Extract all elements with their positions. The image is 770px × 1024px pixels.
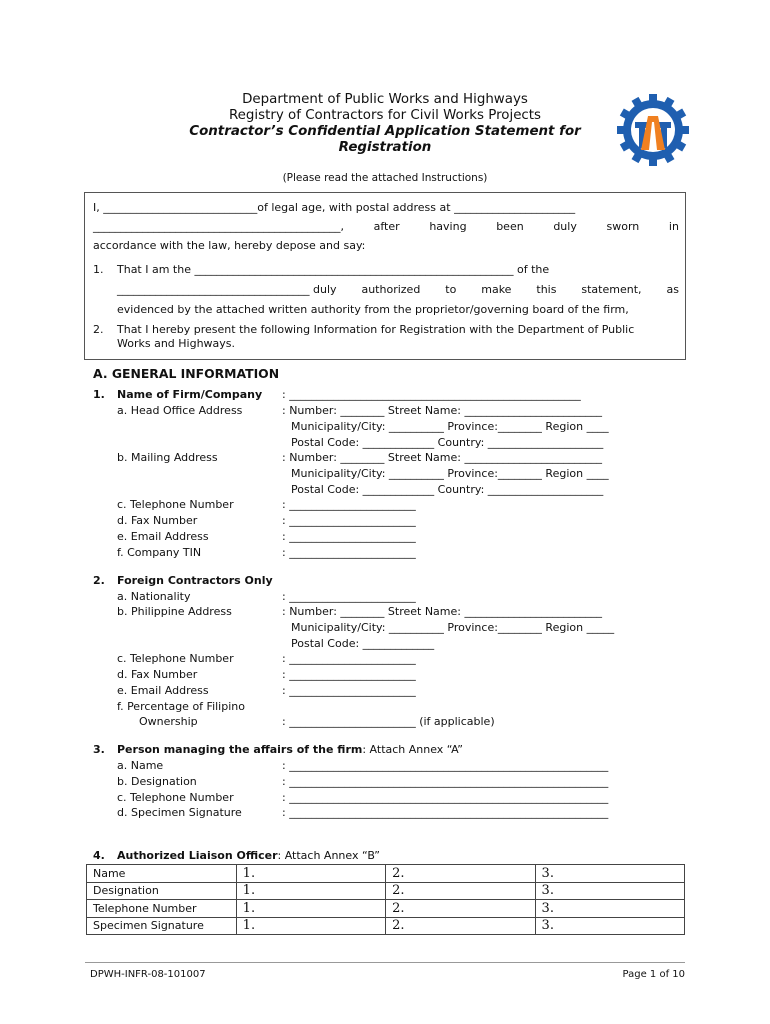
oath-word: this bbox=[536, 283, 557, 296]
head-office-field[interactable]: Postal Code: _____________ Country: _____________________ bbox=[291, 436, 604, 449]
footer-divider bbox=[85, 962, 685, 963]
subsection-title: Person managing the affairs of the firm bbox=[117, 743, 363, 756]
row-label: Specimen Signature bbox=[87, 917, 237, 935]
mailing-address-field[interactable]: Municipality/City: __________ Province:________ Region ____ bbox=[291, 467, 609, 480]
item-number: 1. bbox=[93, 263, 104, 276]
telephone-field[interactable]: : _______________________ bbox=[282, 498, 416, 511]
oath-line-2 bbox=[93, 220, 679, 233]
subsection-number: 2. bbox=[93, 574, 105, 587]
ph-address-field[interactable]: Postal Code: _____________ bbox=[291, 637, 435, 650]
table-row bbox=[87, 865, 685, 883]
instructions-note: (Please read the attached Instructions) bbox=[282, 172, 488, 184]
fax-label: d. Fax Number bbox=[117, 514, 198, 527]
mailing-address-field[interactable]: : Number: ________ Street Name: _________________________ bbox=[282, 451, 602, 464]
oath-box bbox=[84, 192, 686, 360]
oath-line-1: I, ____________________________of legal age, with postal address at ______________________ bbox=[93, 201, 576, 214]
head-office-field[interactable]: Municipality/City: __________ Province:________ Region ____ bbox=[291, 420, 609, 433]
mailing-address-field[interactable]: Postal Code: _____________ Country: _____________________ bbox=[291, 483, 604, 496]
nationality-field[interactable]: : _______________________ bbox=[282, 590, 416, 603]
ph-address-field[interactable]: : Number: ________ Street Name: _________________________ bbox=[282, 605, 602, 618]
item-text: That I hereby present the following Information for Registration with the Department of Public bbox=[117, 323, 635, 336]
foreign-telephone-label: c. Telephone Number bbox=[117, 652, 234, 665]
subsection-number: 3. bbox=[93, 743, 105, 756]
foreign-email-field[interactable]: : _______________________ bbox=[282, 684, 416, 697]
table-cell[interactable]: 2. bbox=[386, 900, 535, 918]
manager-signature-label: d. Specimen Signature bbox=[117, 806, 242, 819]
manager-name-field[interactable]: : __________________________________________________________ bbox=[282, 759, 609, 772]
oath-item-1-line-3: evidenced by the attached written authority from the proprietor/governing board of the firm, bbox=[117, 303, 629, 316]
form-code: DPWH-INFR-08-101007 bbox=[90, 969, 206, 980]
manager-telephone-field[interactable]: : __________________________________________________________ bbox=[282, 791, 609, 804]
department-title: Department of Public Works and Highways bbox=[242, 92, 528, 107]
table-cell[interactable]: 3. bbox=[535, 882, 684, 900]
subsection-title: Name of Firm/Company bbox=[117, 388, 263, 401]
subsection-3 bbox=[93, 743, 463, 756]
table-cell[interactable]: 1. bbox=[236, 865, 385, 883]
oath-word: make bbox=[481, 283, 512, 296]
table-cell[interactable]: 3. bbox=[535, 865, 684, 883]
manager-designation-field[interactable]: : __________________________________________________________ bbox=[282, 775, 609, 788]
oath-item-2-line-2: Works and Highways. bbox=[117, 337, 236, 350]
foreign-fax-field[interactable]: : _______________________ bbox=[282, 668, 416, 681]
table-row bbox=[87, 917, 685, 935]
oath-word: having bbox=[429, 220, 467, 233]
firm-name-field[interactable]: : _____________________________________________________ bbox=[282, 388, 581, 401]
foreign-fax-label: d. Fax Number bbox=[117, 668, 198, 681]
table-row bbox=[87, 900, 685, 918]
annex-note: : Attach Annex “B” bbox=[277, 849, 380, 862]
oath-word: after bbox=[373, 220, 400, 233]
form-title-cont: Registration bbox=[338, 140, 432, 155]
ph-address-field[interactable]: Municipality/City: __________ Province:________ Region _____ bbox=[291, 621, 615, 634]
tin-label: f. Company TIN bbox=[117, 546, 202, 559]
registry-title: Registry of Contractors for Civil Works Projects bbox=[228, 108, 542, 123]
oath-word: been bbox=[496, 220, 524, 233]
oath-item-1 bbox=[93, 263, 679, 276]
document-header bbox=[85, 92, 685, 156]
oath-line-3: accordance with the law, hereby depose and say: bbox=[93, 239, 366, 252]
fax-field[interactable]: : _______________________ bbox=[282, 514, 416, 527]
ph-address-label: b. Philippine Address bbox=[117, 605, 232, 618]
manager-telephone-label: c. Telephone Number bbox=[117, 791, 234, 804]
table-cell[interactable]: 2. bbox=[386, 865, 535, 883]
table-cell[interactable]: 2. bbox=[386, 917, 535, 935]
oath-word: in bbox=[668, 220, 679, 233]
foreign-telephone-field[interactable]: : _______________________ bbox=[282, 652, 416, 665]
page-number: Page 1 of 10 bbox=[622, 969, 685, 980]
table-cell[interactable]: 1. bbox=[236, 917, 385, 935]
manager-signature-field[interactable]: : __________________________________________________________ bbox=[282, 806, 609, 819]
oath-word: authorized bbox=[361, 283, 421, 296]
form-title: Contractor’s Confidential Application Statement for bbox=[189, 124, 581, 139]
table-cell[interactable]: 2. bbox=[386, 882, 535, 900]
table-row bbox=[87, 882, 685, 900]
email-field[interactable]: : _______________________ bbox=[282, 530, 416, 543]
table-cell[interactable]: 3. bbox=[535, 917, 684, 935]
table-cell[interactable]: 1. bbox=[236, 900, 385, 918]
filipino-ownership-label: f. Percentage of Filipino bbox=[117, 700, 245, 713]
table-cell[interactable]: 3. bbox=[535, 900, 684, 918]
subsection-title: Authorized Liaison Officer bbox=[117, 849, 278, 862]
oath-word: sworn bbox=[606, 220, 640, 233]
nationality-label: a. Nationality bbox=[117, 590, 191, 603]
tin-field[interactable]: : _______________________ bbox=[282, 546, 416, 559]
oath-item-1-line-2 bbox=[117, 283, 679, 296]
mailing-address-label: b. Mailing Address bbox=[117, 451, 218, 464]
subsection-number: 1. bbox=[93, 388, 105, 401]
oath-word: statement, bbox=[581, 283, 642, 296]
oath-item-2 bbox=[93, 323, 679, 336]
item-text: That I am the __________________________________________________________ of the bbox=[117, 263, 550, 276]
row-label: Name bbox=[87, 865, 237, 883]
item-number: 2. bbox=[93, 323, 104, 336]
liaison-officer-table bbox=[86, 864, 685, 935]
subsection-2 bbox=[93, 574, 273, 587]
dpwh-logo bbox=[615, 92, 691, 168]
oath-word: _____________________________________________, bbox=[93, 220, 344, 233]
table-cell[interactable]: 1. bbox=[236, 882, 385, 900]
row-label: Telephone Number bbox=[87, 900, 237, 918]
manager-name-label: a. Name bbox=[117, 759, 164, 772]
head-office-field[interactable]: : Number: ________ Street Name: _________________________ bbox=[282, 404, 602, 417]
filipino-ownership-field[interactable]: : _______________________ (if applicable) bbox=[282, 715, 495, 728]
annex-note: : Attach Annex “A” bbox=[362, 743, 463, 756]
subsection-number: 4. bbox=[93, 849, 105, 862]
foreign-email-label: e. Email Address bbox=[117, 684, 209, 697]
row-label: Designation bbox=[87, 882, 237, 900]
email-label: e. Email Address bbox=[117, 530, 209, 543]
subsection-1 bbox=[93, 388, 263, 401]
oath-word: as bbox=[666, 283, 679, 296]
oath-word: duly bbox=[553, 220, 577, 233]
head-office-label: a. Head Office Address bbox=[117, 404, 243, 417]
subsection-4 bbox=[93, 849, 380, 862]
oath-word: ___________________________________ duly bbox=[117, 283, 337, 296]
subsection-title: Foreign Contractors Only bbox=[117, 574, 273, 587]
section-a-title: A. GENERAL INFORMATION bbox=[93, 366, 280, 381]
oath-word: to bbox=[445, 283, 457, 296]
manager-designation-label: b. Designation bbox=[117, 775, 197, 788]
filipino-ownership-label-cont: Ownership bbox=[139, 715, 198, 728]
telephone-label: c. Telephone Number bbox=[117, 498, 234, 511]
